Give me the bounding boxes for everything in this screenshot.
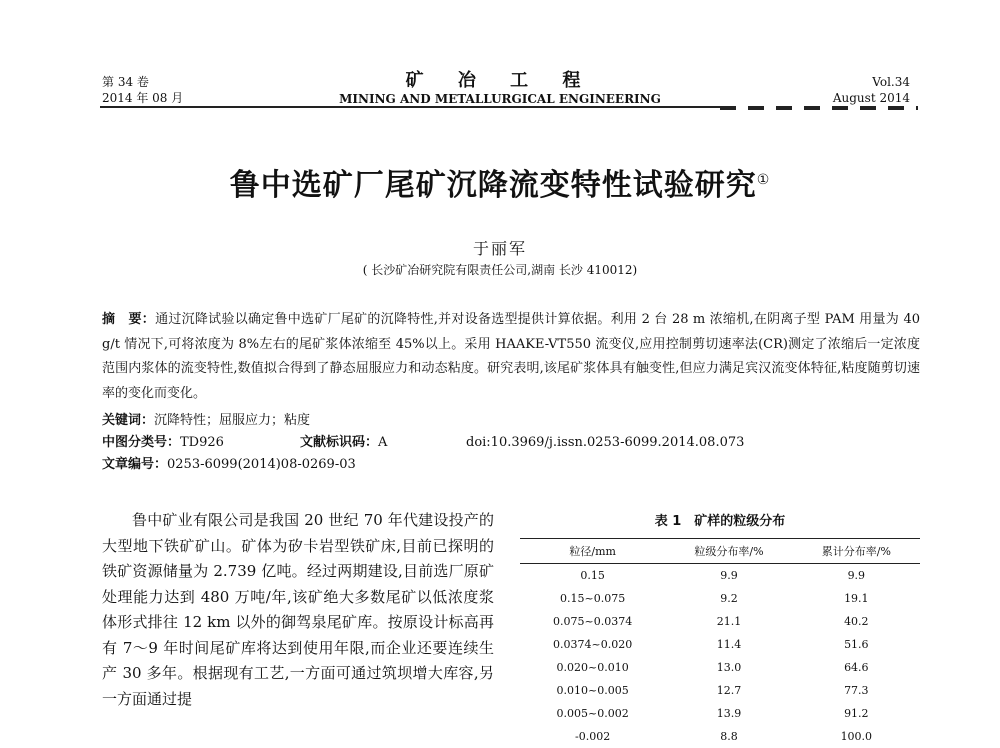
table-row [520,702,920,725]
table-cell: 0.010~0.005 [556,684,629,697]
volume-en: Vol.34 [872,75,910,89]
table-row [520,725,920,748]
table-cell: 0.075~0.0374 [553,615,633,628]
table-header-cell: 累计分布率/% [821,545,891,558]
journal-title-cn: 矿 冶 工 程 [405,70,595,91]
paper-title [0,160,1000,206]
document-code [300,432,387,454]
table-row [520,656,920,679]
classification-text: TD926 [180,435,224,450]
table-cell: -0.002 [575,730,611,743]
author: 于丽军 [472,239,527,258]
article-number-label: 文章编号： [102,457,168,472]
doi: doi:10.3969/j.issn.0253-6099.2014.08.073 [466,435,745,450]
table-cell: 91.2 [844,707,869,720]
table-cell: 9.9 [720,569,738,582]
table-cell: 40.2 [844,615,869,628]
particle-size-table [520,538,920,748]
table-row [520,679,920,702]
classification-label: 中图分类号： [102,435,181,450]
date-en: August 2014 [832,91,910,105]
table-row [520,633,920,656]
abstract-label: 摘 要： [102,312,156,327]
table-cell: 64.6 [844,661,869,674]
title-footnote-mark: ① [756,172,771,188]
table-cell: 0.15~0.075 [560,592,626,605]
table-cell: 9.9 [847,569,866,582]
table-cell: 11.4 [716,638,742,651]
table-cell: 0.15 [580,569,605,582]
journal-title-en: MINING AND METALLURGICAL ENGINEERING [339,92,661,106]
paper-title-text: 鲁中选矿厂尾矿沉降流变特性试验研究 [229,168,757,203]
table-cell: 12.7 [716,684,742,697]
table-row [520,587,920,610]
volume-cn: 第 34 卷 [102,75,149,89]
header-volume-date-en [833,74,910,106]
table-cell: 21.1 [716,615,742,628]
article-number [102,454,356,476]
abstract-text: 通过沉降试验以确定鲁中选矿厂尾矿的沉降特性,并对设备选型提供计算依据。利用 2 台 28 m 浓缩机,在阴离子型 PAM 用量为 40 g/t 情况下,可将浓度为 8%左右的尾矿浆体浓缩至 45%以上。采用 HAAKE-VT550 流变仪,应用控制剪切速率法(CR)测定了浓缩后一定浓度范围内浆体的流变特性,数值拟合得到了静态屈服应力和动态粘度。研究表明,该尾矿浆体具有触变性,但应力满足宾汉流变体特征,粘度随剪切速率的变化而变化。 [102,312,920,401]
table-cell: 100.0 [840,730,873,743]
table-cell: 13.0 [716,661,742,674]
date-cn: 2014 年 08 月 [102,91,184,105]
table-cell: 9.2 [720,592,738,605]
abstract [102,308,920,406]
table-header-row [520,539,920,564]
table-cell: 13.9 [716,707,742,720]
table-header-cell: 粒级分布率/% [694,545,764,558]
table-row [520,610,920,633]
affiliation: ( 长沙矿冶研究院有限责任公司,湖南 长沙 410012) [362,263,638,277]
article-number-text: 0253-6099(2014)08-0269-03 [167,457,356,472]
table-cell: 19.1 [844,592,869,605]
document-code-text: A [378,435,388,450]
header-rule-dashed [720,106,918,110]
table-caption: 表 1 矿样的粒级分布 [654,514,786,529]
classification [102,432,224,454]
keywords-label: 关键词： [102,413,155,428]
body-paragraph: 鲁中矿业有限公司是我国 20 世纪 70 年代建设投产的大型地下铁矿矿山。矿体为矽卡岩型铁矿床,目前已探明的铁矿资源储量为 2.739 亿吨。经过两期建设,目前选厂原矿处理能力达到 480 万吨/年,该矿绝大多数尾矿以低浓度浆体形式排往 12 km 以外的御驾泉尾矿库。按原设计标高再有 7～9 年时间尾矿库将达到使用年限,而企业还要连续生产 30 多年。根据现有工艺,一方面可通过筑坝增大库容,另一方面通过提 [102,511,494,708]
table-cell: 8.8 [720,730,738,743]
table-row [520,564,920,588]
table-cell: 0.0374~0.020 [553,638,633,651]
document-code-label: 文献标识码： [300,435,379,450]
table-cell: 77.3 [844,684,869,697]
table-cell: 0.005~0.002 [556,707,629,720]
table-header-cell: 粒径/mm [569,545,616,558]
keywords-text: 沉降特性；屈服应力；粘度 [154,413,311,428]
keywords [102,410,310,432]
table-cell: 0.020~0.010 [556,661,629,674]
table-cell: 51.6 [844,638,869,651]
